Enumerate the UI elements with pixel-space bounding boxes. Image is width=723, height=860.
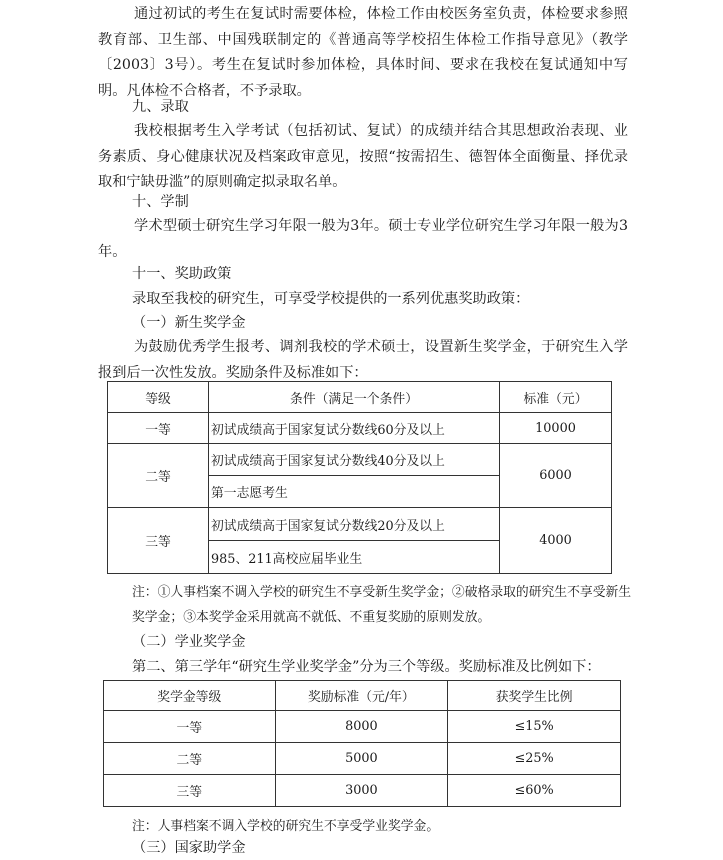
scholarship-intro: 录取至我校的研究生，可享受学校提供的一系列优惠奖助政策： <box>132 291 530 307</box>
condition-cell: 初试成绩高于国家复试分数线60分及以上 <box>209 413 500 444</box>
subheading-new-student-scholarship: （一）新生奖学金 <box>132 315 246 331</box>
duration-paragraph: 学术型硕士研究生学习年限一般为3年。硕士专业学位研究生学习年限一般为3年。 <box>98 218 628 260</box>
header-condition: 条件（满足一个条件） <box>209 382 500 413</box>
table-note: 注：人事档案不调入学校的研究生不享受学业奖学金。 <box>132 819 440 834</box>
amount-cell: 6000 <box>500 444 612 508</box>
condition-cell: 初试成绩高于国家复试分数线20分及以上 <box>209 508 500 541</box>
grade-cell: 一等 <box>104 711 276 743</box>
header-amount: 奖励标准（元/年） <box>275 681 448 711</box>
subheading-academic-scholarship: （二）学业奖学金 <box>132 634 246 650</box>
academic-scholarship-paragraph: 第二、第三学年“研究生学业奖学金”分为三个等级。奖励标准及比例如下： <box>132 659 601 675</box>
table-row <box>104 711 621 743</box>
amount-cell: 4000 <box>500 508 612 574</box>
header-grade: 奖学金等级 <box>104 681 276 711</box>
header-grade: 等级 <box>108 382 209 413</box>
condition-cell: 第一志愿考生 <box>209 476 500 508</box>
table-note: 注：①人事档案不调入学校的研究生不享受新生奖学金；②破格录取的研究生不享受新生奖学金；③本奖学金采用就高不就低、不重复奖励的原则发放。 <box>132 585 632 625</box>
table-row <box>104 743 621 775</box>
table-row <box>108 508 612 541</box>
grade-cell: 二等 <box>104 743 276 775</box>
header-ratio: 获奖学生比例 <box>448 681 621 711</box>
table-row <box>104 775 621 807</box>
table-row <box>108 413 612 444</box>
ratio-cell: ≤60% <box>448 775 621 807</box>
new-student-scholarship-paragraph: 为鼓励优秀学生报考、调剂我校的学术硕士，设置新生奖学金，于研究生入学报到后一次性发放。奖励条件及标准如下： <box>98 339 628 381</box>
table-header-row <box>108 382 612 413</box>
amount-cell: 5000 <box>275 743 448 775</box>
new-student-scholarship-table <box>107 381 612 574</box>
section-heading-duration: 十、学制 <box>132 194 189 210</box>
amount-cell: 10000 <box>500 413 612 444</box>
grade-cell: 一等 <box>108 413 209 444</box>
academic-scholarship-table <box>103 680 621 807</box>
grade-cell: 三等 <box>108 508 209 574</box>
condition-cell: 初试成绩高于国家复试分数线40分及以上 <box>209 444 500 476</box>
condition-cell: 985、211高校应届毕业生 <box>209 541 500 574</box>
table-row <box>108 444 612 476</box>
ratio-cell: ≤25% <box>448 743 621 775</box>
physical-exam-paragraph: 通过初试的考生在复试时需要体检，体检工作由校医务室负责，体检要求参照教育部、卫生部、中国残联制定的《普通高等学校招生体检工作指导意见》（教学〔2003〕3号）。考生在复试时参加体检，具体时间、要求在我校在复试通知中写明。凡体检不合格者，不予录取。 <box>98 6 628 100</box>
amount-cell: 8000 <box>275 711 448 743</box>
amount-cell: 3000 <box>275 775 448 807</box>
table-header-row <box>104 681 621 711</box>
header-amount: 标准（元） <box>500 382 612 413</box>
subheading-national-grant: （三）国家助学金 <box>132 840 246 856</box>
section-heading-scholarship: 十一、奖助政策 <box>132 266 232 282</box>
admission-paragraph: 我校根据考生入学考试（包括初试、复试）的成绩并结合其思想政治表现、业务素质、身心健康状况及档案政审意见，按照“按需招生、德智体全面衡量、择优录取和宁缺毋滥”的原则确定拟录取名单。 <box>98 123 628 191</box>
ratio-cell: ≤15% <box>448 711 621 743</box>
grade-cell: 二等 <box>108 444 209 508</box>
section-heading-admission: 九、录取 <box>132 99 189 115</box>
grade-cell: 三等 <box>104 775 276 807</box>
